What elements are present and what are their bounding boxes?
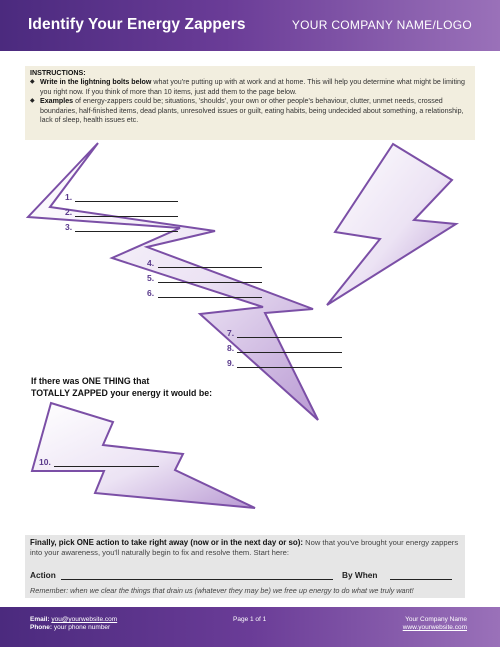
action-row (30, 570, 460, 582)
zapper-line-6[interactable] (147, 288, 154, 298)
action-label: Action (30, 570, 56, 580)
email-label: Email: (30, 616, 50, 623)
page-title: Identify Your Energy Zappers (28, 16, 246, 33)
zapper-line-7[interactable] (227, 328, 234, 338)
write-line (54, 466, 159, 467)
write-line (75, 216, 178, 217)
zapper-line-1[interactable] (65, 192, 72, 202)
write-line (158, 297, 262, 298)
company-name: Your Company Name (405, 616, 467, 623)
page-number: Page 1 of 1 (233, 616, 267, 623)
bullet-text: of energy-zappers could be; situations, 'shoulds', your own or other people's behaviour, clutter, unmet needs, crossed boundaries, half-finished items, dead plants, unresolved issues or guilt, eating habits, being undecided about something, a relationship, lack of sleep, health issues etc. (40, 97, 464, 125)
by-when-write-line[interactable] (390, 579, 452, 580)
item-number: 1. (65, 192, 73, 202)
item-number: 3. (65, 222, 73, 232)
lightning-bolt-right-icon (327, 144, 456, 305)
page-footer (0, 607, 500, 647)
write-line (237, 352, 342, 353)
zapper-line-8[interactable] (227, 343, 234, 353)
zapper-line-10[interactable] (39, 457, 51, 467)
item-number: 10. (39, 457, 51, 467)
write-line (158, 282, 262, 283)
zapper-line-5[interactable] (147, 273, 154, 283)
zapper-line-4[interactable] (147, 258, 154, 268)
item-number: 4. (147, 258, 155, 268)
action-lead-text: Now that you've brought your energy zappers into your awareness, you'll naturally begin to fix and resolve them. Start here: (30, 538, 459, 557)
remember-note: Remember: when we clear the things that drain us (whatever they may be) we free up energy to do what we truly want! (30, 586, 414, 595)
question-line: If there was ONE THING that (31, 376, 150, 386)
action-box (25, 535, 465, 598)
question-line: TOTALLY ZAPPED your energy it would be: (31, 387, 213, 398)
item-number: 2. (65, 207, 73, 217)
footer-contact (30, 616, 117, 632)
item-number: 8. (227, 343, 235, 353)
company-logo-text: YOUR COMPANY NAME/LOGO (291, 18, 472, 32)
one-thing-question (31, 376, 212, 399)
email-link[interactable]: you@yourwebsite.com (51, 616, 118, 623)
bullet-bold: Examples (40, 97, 74, 106)
bullet-bold: Write in the lightning bolts below (40, 78, 152, 87)
action-lead (30, 538, 460, 558)
zapper-line-2[interactable] (65, 207, 72, 217)
zapper-line-9[interactable] (227, 358, 234, 368)
item-number: 7. (227, 328, 235, 338)
phone-label: Phone: (30, 624, 53, 631)
item-number: 6. (147, 288, 155, 298)
zapper-line-3[interactable] (65, 222, 72, 232)
write-line (75, 201, 178, 202)
action-write-line[interactable] (61, 579, 333, 580)
footer-company (403, 616, 467, 632)
item-number: 5. (147, 273, 155, 283)
instructions-heading: INSTRUCTIONS: (30, 69, 86, 77)
write-line (158, 267, 262, 268)
website-link[interactable]: www.yourwebsite.com (402, 624, 467, 631)
bullet-text: what you're putting up with at work and at home. This will help you determine what might be limiting you right now. If you think of more than 10 items, just add them to the page below. (40, 78, 465, 96)
item-number: 9. (227, 358, 235, 368)
action-lead-bold: Finally, pick ONE action to take right away (now or in the next day or so): (30, 538, 304, 547)
phone-value: your phone number (53, 624, 111, 631)
lightning-bolt-small-icon (32, 403, 255, 508)
write-line (237, 367, 342, 368)
write-line (237, 337, 342, 338)
by-when-label: By When (342, 570, 378, 580)
write-line (75, 231, 178, 232)
